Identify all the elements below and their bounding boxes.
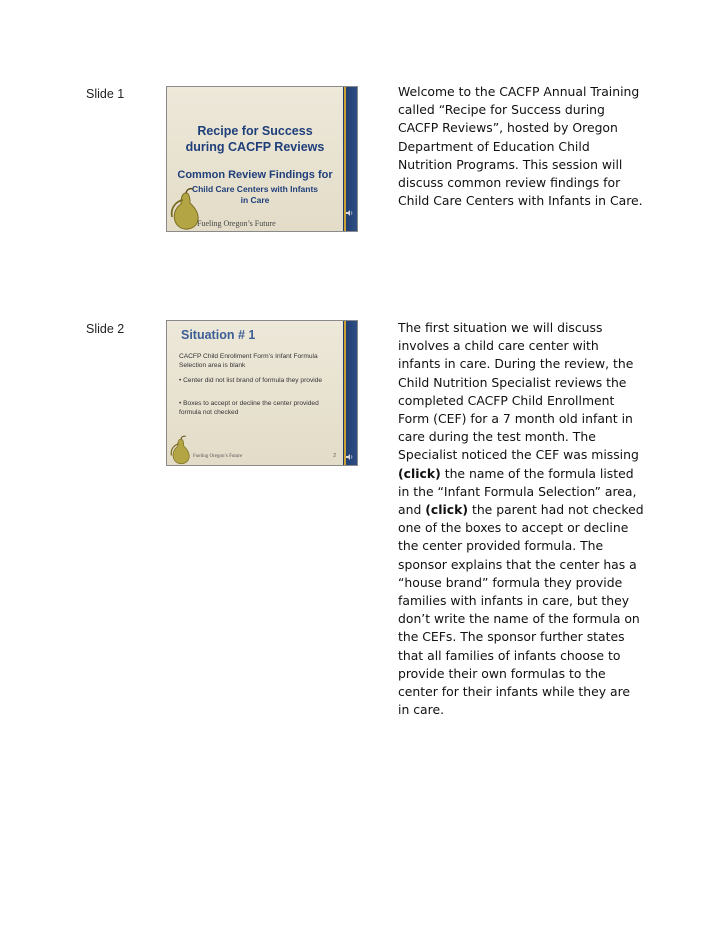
- slide-1-thumbnail: [166, 86, 358, 232]
- slide-2-footer: Fueling Oregon’s Future: [193, 454, 243, 459]
- click-cue-2: (click): [425, 502, 469, 518]
- slide-1-title-line1: Recipe for Success: [197, 124, 313, 138]
- slide-2-notes: [398, 319, 644, 719]
- speaker-icon[interactable]: [346, 453, 354, 461]
- slide-2-label: Slide 2: [86, 322, 125, 336]
- slide-2-page-number: 2: [333, 453, 336, 459]
- speaker-icon[interactable]: [346, 209, 354, 217]
- slide-2-notes-part-2: the name of the formula listed in the “Infant Formula Selection” area, and: [398, 465, 637, 518]
- slide-2-title: Situation # 1: [181, 328, 256, 342]
- slide-2-bullet-2: • Boxes to accept or decline the center provided formula not checked: [179, 400, 319, 416]
- slide-side-bar: [343, 321, 357, 465]
- slide-2-notes-part-1: The first situation we will discuss involves a child care center with infants in care. During the review, the Child Nutrition Specialist reviews the completed CACFP Child Enrollment Form (CEF) for a 7 month old infant in care during the test month. The Specialist noticed the CEF was missing: [398, 320, 639, 463]
- slide-2-lead: CACFP Child Enrollment Form’s Infant Formula Selection area is blank: [179, 353, 318, 369]
- slide-1-title: [173, 123, 337, 155]
- slide-2-bullet-1: • Center did not list brand of formula they provide: [179, 377, 323, 384]
- slide-1-subtitle: Common Review Findings for: [177, 169, 333, 181]
- pear-logo-icon: [169, 435, 193, 465]
- slide-1-notes: Welcome to the CACFP Annual Training called “Recipe for Success during CACFP Reviews”, hosted by Oregon Department of Education Child Nutrition Programs. This session will discuss common review findings for Child Care Centers with Infants in Care.: [398, 84, 643, 209]
- slide-1-label: Slide 1: [86, 87, 125, 101]
- click-cue-1: (click): [398, 465, 441, 481]
- slide-1-title-line2: during CACFP Reviews: [185, 140, 325, 154]
- slide-1-footer: Fueling Oregon’s Future: [197, 219, 276, 228]
- slide-1-subtitle-2-line1: Child Care Centers with Infants: [191, 184, 319, 194]
- slide-2-thumbnail: [166, 320, 358, 466]
- slide-2-notes-part-3: the parent had not checked one of the boxes to accept or decline the center provided formula. The sponsor explains that the center has a “house brand” formula they provide families with infants in care, but they don’t write the name of the formula on the CEFs. The sponsor further states that all families of infants choose to provide their own formulas to the center for their infants while they are in care.: [398, 502, 644, 718]
- slide-1-subtitle-2-line2: in Care: [240, 195, 270, 205]
